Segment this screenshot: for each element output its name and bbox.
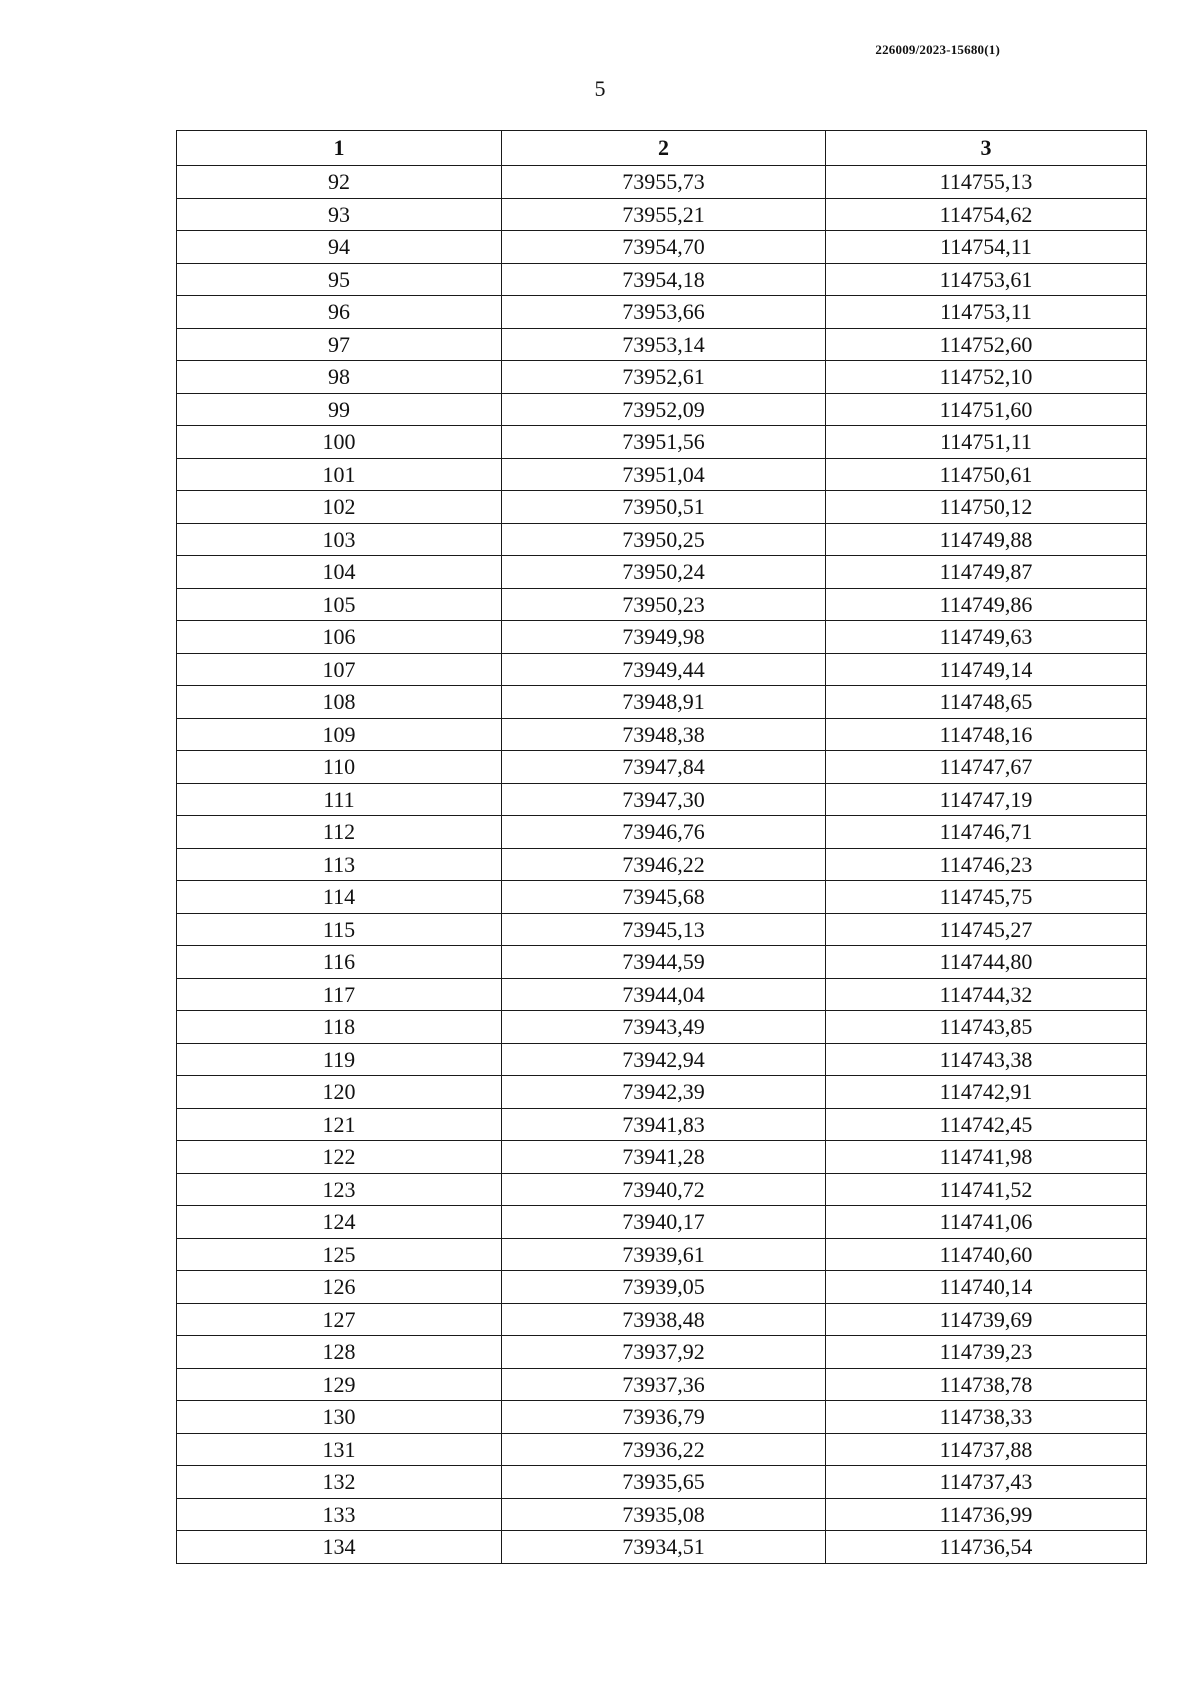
table-row [177,913,1147,946]
table-row [177,1401,1147,1434]
table-cell-col-1: 116 [177,946,502,979]
table-cell-col-2: 73944,04 [502,978,826,1011]
table-cell-col-1: 102 [177,491,502,524]
table-cell-col-2: 73952,61 [502,361,826,394]
table-cell-col-2: 73946,22 [502,848,826,881]
table-cell-col-1: 132 [177,1466,502,1499]
table-row [177,1011,1147,1044]
table-cell-col-2: 73942,39 [502,1076,826,1109]
table-cell-col-3: 114749,14 [826,653,1147,686]
table-row [177,1076,1147,1109]
table-cell-col-2: 73950,51 [502,491,826,524]
table-cell-col-1: 99 [177,393,502,426]
table-cell-col-1: 122 [177,1141,502,1174]
table-cell-col-1: 127 [177,1303,502,1336]
table-cell-col-3: 114737,88 [826,1433,1147,1466]
table-cell-col-3: 114753,61 [826,263,1147,296]
table-cell-col-3: 114748,65 [826,686,1147,719]
table-cell-col-2: 73942,94 [502,1043,826,1076]
table-cell-col-1: 131 [177,1433,502,1466]
table-cell-col-2: 73948,38 [502,718,826,751]
table-cell-col-1: 120 [177,1076,502,1109]
table-cell-col-1: 106 [177,621,502,654]
table-cell-col-3: 114746,71 [826,816,1147,849]
table-cell-col-2: 73949,98 [502,621,826,654]
table-cell-col-1: 103 [177,523,502,556]
table-row [177,458,1147,491]
table-row [177,816,1147,849]
table-row [177,1173,1147,1206]
table-cell-col-2: 73951,56 [502,426,826,459]
table-cell-col-2: 73950,23 [502,588,826,621]
table-row [177,946,1147,979]
table-cell-col-3: 114736,99 [826,1498,1147,1531]
table-row [177,1206,1147,1239]
table-row [177,1238,1147,1271]
table-row [177,653,1147,686]
table-row [177,1433,1147,1466]
table-cell-col-3: 114741,06 [826,1206,1147,1239]
table-cell-col-3: 114753,11 [826,296,1147,329]
table-cell-col-1: 117 [177,978,502,1011]
table-header-row [177,131,1147,166]
table-row [177,1336,1147,1369]
table-row [177,1531,1147,1564]
table-cell-col-2: 73934,51 [502,1531,826,1564]
table-cell-col-1: 124 [177,1206,502,1239]
table-row [177,718,1147,751]
table-cell-col-1: 134 [177,1531,502,1564]
table-cell-col-3: 114751,60 [826,393,1147,426]
table-cell-col-3: 114747,67 [826,751,1147,784]
table-cell-col-1: 113 [177,848,502,881]
table-row [177,783,1147,816]
table-cell-col-3: 114736,54 [826,1531,1147,1564]
table-cell-col-3: 114752,10 [826,361,1147,394]
table-cell-col-2: 73937,36 [502,1368,826,1401]
table-row [177,1043,1147,1076]
table-cell-col-3: 114743,38 [826,1043,1147,1076]
table-cell-col-1: 109 [177,718,502,751]
table-cell-col-2: 73943,49 [502,1011,826,1044]
table-cell-col-3: 114739,23 [826,1336,1147,1369]
table-cell-col-1: 119 [177,1043,502,1076]
table-cell-col-2: 73937,92 [502,1336,826,1369]
table-cell-col-2: 73946,76 [502,816,826,849]
table-cell-col-1: 129 [177,1368,502,1401]
table-cell-col-1: 105 [177,588,502,621]
table-cell-col-2: 73954,18 [502,263,826,296]
table-cell-col-1: 130 [177,1401,502,1434]
table-cell-col-2: 73951,04 [502,458,826,491]
table-cell-col-1: 97 [177,328,502,361]
table-cell-col-2: 73954,70 [502,231,826,264]
table-cell-col-3: 114741,52 [826,1173,1147,1206]
table-cell-col-1: 133 [177,1498,502,1531]
table-cell-col-3: 114738,78 [826,1368,1147,1401]
table-cell-col-2: 73952,09 [502,393,826,426]
table-cell-col-1: 112 [177,816,502,849]
table-row [177,523,1147,556]
table-row [177,361,1147,394]
table-row [177,848,1147,881]
table-row [177,328,1147,361]
table-cell-col-2: 73935,65 [502,1466,826,1499]
table-cell-col-3: 114755,13 [826,166,1147,199]
table-cell-col-2: 73955,73 [502,166,826,199]
table-body [177,166,1147,1564]
table-row [177,1498,1147,1531]
table-row [177,231,1147,264]
table-cell-col-3: 114744,80 [826,946,1147,979]
table-cell-col-3: 114742,91 [826,1076,1147,1109]
table-cell-col-1: 118 [177,1011,502,1044]
table-cell-col-3: 114752,60 [826,328,1147,361]
table-cell-col-2: 73935,08 [502,1498,826,1531]
table-row [177,556,1147,589]
table-cell-col-2: 73955,21 [502,198,826,231]
table-cell-col-1: 96 [177,296,502,329]
table-row [177,1466,1147,1499]
table-cell-col-2: 73940,72 [502,1173,826,1206]
table-cell-col-2: 73947,30 [502,783,826,816]
table-cell-col-1: 111 [177,783,502,816]
table-cell-col-2: 73941,83 [502,1108,826,1141]
table-cell-col-1: 125 [177,1238,502,1271]
table-cell-col-1: 121 [177,1108,502,1141]
table-cell-col-3: 114746,23 [826,848,1147,881]
table-cell-col-2: 73953,66 [502,296,826,329]
table-cell-col-3: 114743,85 [826,1011,1147,1044]
table-cell-col-1: 123 [177,1173,502,1206]
table-cell-col-2: 73953,14 [502,328,826,361]
table-row [177,588,1147,621]
table-cell-col-1: 100 [177,426,502,459]
table-cell-col-2: 73948,91 [502,686,826,719]
table-cell-col-2: 73945,68 [502,881,826,914]
table-cell-col-2: 73947,84 [502,751,826,784]
table-cell-col-3: 114750,12 [826,491,1147,524]
table-cell-col-1: 110 [177,751,502,784]
table-cell-col-1: 104 [177,556,502,589]
table-cell-col-1: 92 [177,166,502,199]
table-row [177,1368,1147,1401]
table-cell-col-3: 114749,86 [826,588,1147,621]
table-cell-col-3: 114747,19 [826,783,1147,816]
table-cell-col-2: 73940,17 [502,1206,826,1239]
table-cell-col-3: 114751,11 [826,426,1147,459]
table-cell-col-3: 114744,32 [826,978,1147,1011]
table-row [177,1141,1147,1174]
table-cell-col-1: 107 [177,653,502,686]
table-row [177,198,1147,231]
table-cell-col-1: 93 [177,198,502,231]
table-cell-col-2: 73941,28 [502,1141,826,1174]
table-cell-col-3: 114737,43 [826,1466,1147,1499]
column-header-2: 2 [502,131,826,166]
table-cell-col-3: 114745,27 [826,913,1147,946]
table-cell-col-2: 73936,79 [502,1401,826,1434]
table-cell-col-1: 101 [177,458,502,491]
table-row [177,881,1147,914]
table-cell-col-2: 73945,13 [502,913,826,946]
table-row [177,751,1147,784]
table-cell-col-1: 94 [177,231,502,264]
table-row [177,1108,1147,1141]
table-row [177,491,1147,524]
coordinates-table [176,130,1147,1564]
table-cell-col-3: 114741,98 [826,1141,1147,1174]
table-row [177,978,1147,1011]
column-header-1: 1 [177,131,502,166]
document-reference-number: 226009/2023-15680(1) [875,42,1000,57]
table-cell-col-3: 114750,61 [826,458,1147,491]
table-cell-col-3: 114742,45 [826,1108,1147,1141]
table-cell-col-1: 126 [177,1271,502,1304]
table-row [177,263,1147,296]
table-cell-col-1: 128 [177,1336,502,1369]
table-row [177,1303,1147,1336]
table-cell-col-2: 73944,59 [502,946,826,979]
table-cell-col-2: 73936,22 [502,1433,826,1466]
table-row [177,1271,1147,1304]
page-number: 5 [594,76,606,101]
table-cell-col-2: 73950,25 [502,523,826,556]
table-row [177,686,1147,719]
table-cell-col-1: 115 [177,913,502,946]
column-header-3: 3 [826,131,1147,166]
table-cell-col-1: 114 [177,881,502,914]
table-cell-col-1: 98 [177,361,502,394]
table-cell-col-3: 114739,69 [826,1303,1147,1336]
table-cell-col-3: 114738,33 [826,1401,1147,1434]
table-cell-col-3: 114754,11 [826,231,1147,264]
table-cell-col-3: 114754,62 [826,198,1147,231]
table-cell-col-1: 108 [177,686,502,719]
table-cell-col-3: 114740,14 [826,1271,1147,1304]
table-cell-col-3: 114749,88 [826,523,1147,556]
table-row [177,426,1147,459]
table-row [177,166,1147,199]
table-cell-col-3: 114749,63 [826,621,1147,654]
table-row [177,296,1147,329]
table-cell-col-3: 114745,75 [826,881,1147,914]
table-cell-col-2: 73950,24 [502,556,826,589]
table-cell-col-2: 73939,61 [502,1238,826,1271]
table-row [177,393,1147,426]
table-cell-col-2: 73938,48 [502,1303,826,1336]
table-cell-col-1: 95 [177,263,502,296]
table-cell-col-3: 114748,16 [826,718,1147,751]
table-cell-col-3: 114749,87 [826,556,1147,589]
table-cell-col-2: 73939,05 [502,1271,826,1304]
table-row [177,621,1147,654]
table-cell-col-2: 73949,44 [502,653,826,686]
table-cell-col-3: 114740,60 [826,1238,1147,1271]
